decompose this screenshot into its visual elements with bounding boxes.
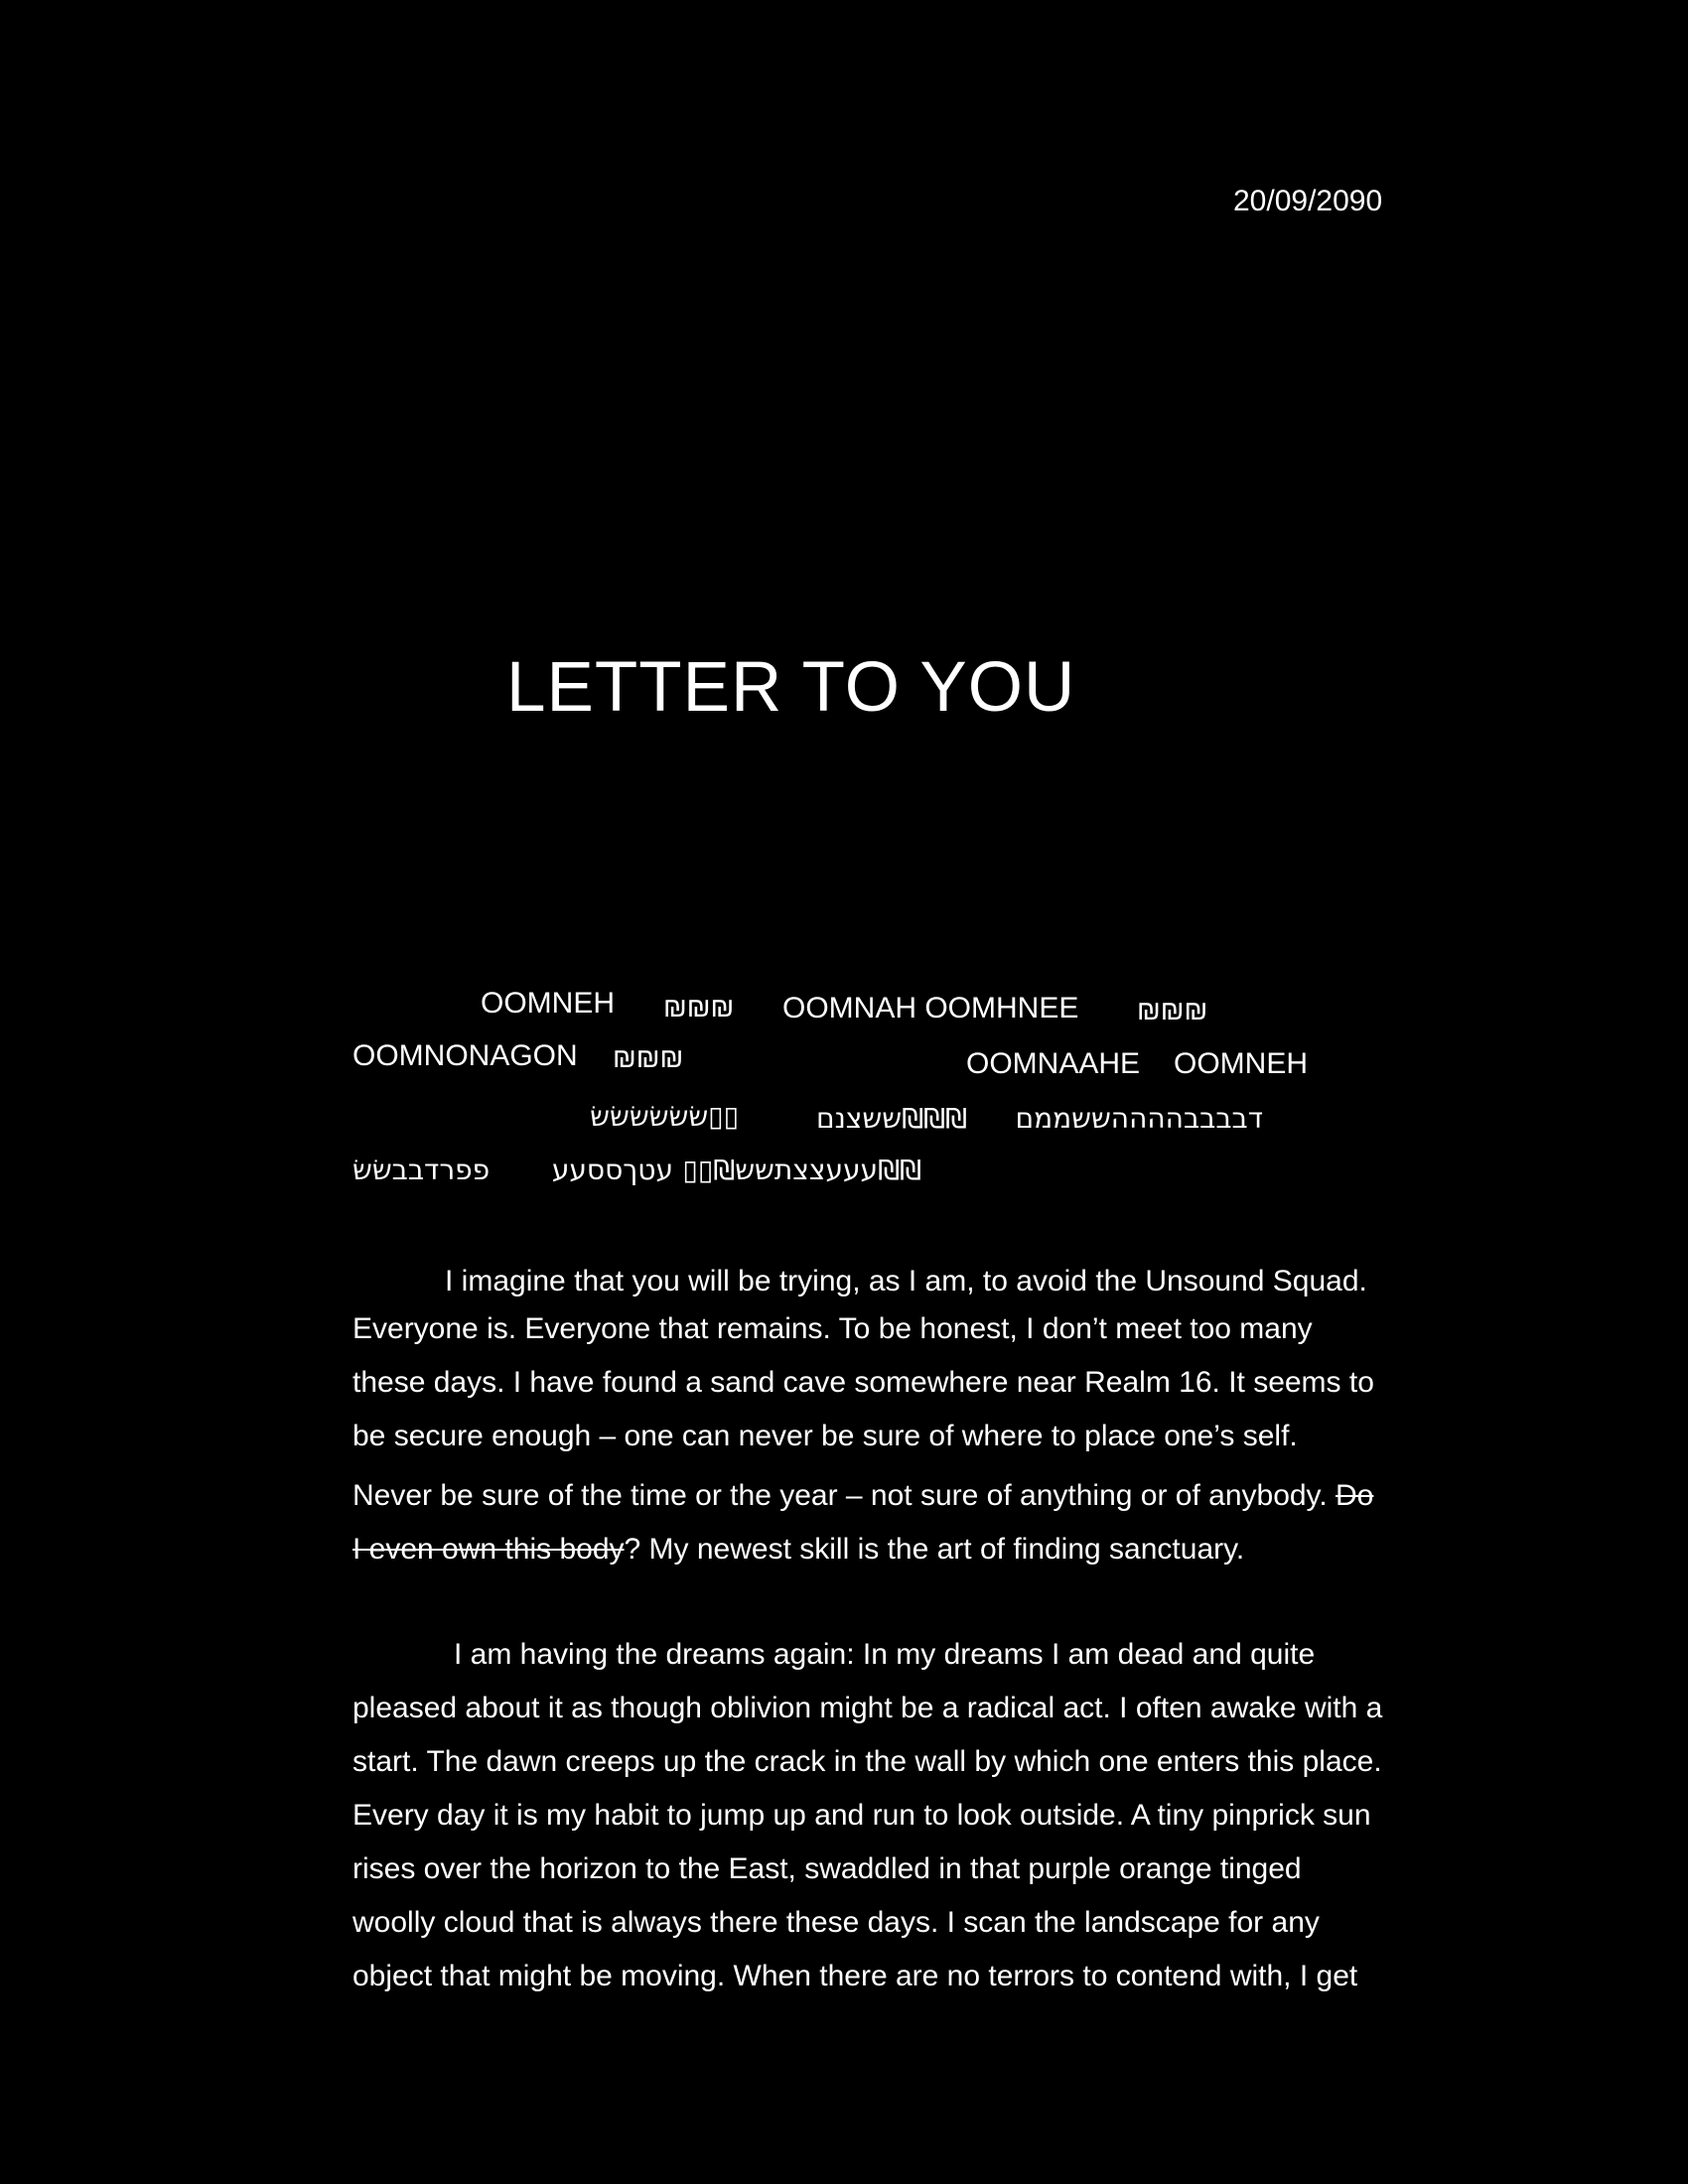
glyph-word: OOMNAAHE — [966, 1047, 1141, 1080]
hebrew-glyph-run: ₪₪עעעצצתשש₪▯▯ — [682, 1154, 921, 1186]
hebrew-glyph-run: ▯▯שׂשׂשׂשׂשׂשׂ — [590, 1100, 739, 1133]
text-line: rises over the horizon to the East, swaddled in that purple orange tinged — [352, 1852, 1302, 1885]
text-line: Every day it is my habit to jump up and run to look outside. A tiny pinprick sun — [352, 1799, 1371, 1832]
hebrew-glyph-run: פפרדבבשׂשׂ — [352, 1154, 491, 1186]
glyph-word: OOMNAH OOMHNEE — [782, 992, 1079, 1024]
text-line: object that might be moving. When there are no terrors to contend with, I get — [352, 1960, 1358, 1992]
glyph-word: OOMNEH — [481, 987, 615, 1020]
missing-glyph-icon: ▯▯ — [708, 1100, 739, 1133]
shekel-symbols: ₪₪₪ — [613, 1042, 684, 1073]
text-line: I even own this body? My newest skill is the art of finding sanctuary. — [352, 1533, 1245, 1566]
glyph-word: OOMNONAGON — [352, 1039, 578, 1072]
text-line: Never be sure of the time or the year – not sure of anything or of anybody. Do — [352, 1479, 1374, 1512]
text-line: woolly cloud that is always there these days. I scan the landscape for any — [352, 1906, 1320, 1939]
struck-text: I even own this body — [352, 1533, 625, 1566]
letter-date: 20/09/2090 — [1233, 185, 1383, 217]
text-line: Everyone is. Everyone that remains. To be honest, I don’t meet too many — [352, 1312, 1313, 1345]
text-line: these days. I have found a sand cave somewhere near Realm 16. It seems to — [352, 1366, 1374, 1399]
text-line: start. The dawn creeps up the crack in the wall by which one enters this place. — [352, 1745, 1382, 1778]
struck-text: Do — [1336, 1479, 1374, 1512]
paragraph-1 — [352, 1255, 1445, 1576]
text-line: I imagine that you will be trying, as I am, to avoid the Unsound Squad. — [445, 1265, 1367, 1297]
hebrew-glyph-run: דבבבבההההששממם — [1015, 1102, 1263, 1135]
missing-glyph-icon: ▯▯ — [682, 1154, 714, 1186]
glyph-word: OOMNEH — [1174, 1047, 1308, 1080]
shekel-symbols: ₪₪₪ — [1137, 995, 1208, 1025]
page-title: LETTER TO YOU — [506, 648, 1076, 727]
shekel-symbols: ₪₪₪ — [663, 992, 735, 1023]
text-line: be secure enough – one can never be sure of where to place one’s self. — [352, 1420, 1298, 1452]
hebrew-glyph-run: עטךססעע — [551, 1154, 673, 1186]
hebrew-glyph-run: ₪₪₪ששצנם — [816, 1102, 967, 1135]
text-line: pleased about it as though oblivion might be a radical act. I often awake with a — [352, 1692, 1383, 1724]
text-line: I am having the dreams again: In my dreams I am dead and quite — [454, 1638, 1316, 1671]
paragraph-2 — [352, 1628, 1445, 2003]
